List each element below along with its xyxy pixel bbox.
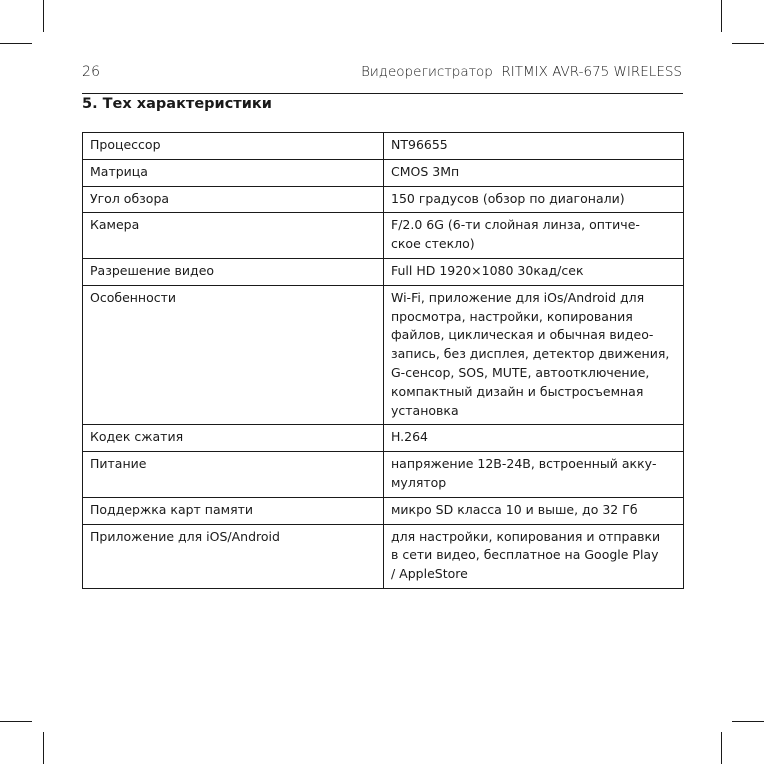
- specifications-table-body: [83, 133, 684, 589]
- crop-mark-top-left-horizontal: [0, 43, 32, 44]
- spec-row: [83, 285, 684, 425]
- spec-label: Кодек сжатия: [83, 425, 384, 452]
- spec-value: 150 градусов (обзор по диагонали): [384, 186, 684, 213]
- spec-label: Угол обзора: [83, 186, 384, 213]
- spec-value: для настройки, копирования и отправки в сети видео, бесплатное на Google Play / AppleStore: [384, 524, 684, 588]
- running-title: Видеорегистратор RITMIX AVR-675 WIRELESS: [361, 64, 682, 80]
- crop-mark-bottom-right-vertical: [721, 732, 722, 764]
- spec-row: [83, 133, 684, 160]
- crop-mark-bottom-right-horizontal: [732, 721, 764, 722]
- spec-row: [83, 524, 684, 588]
- spec-row: [83, 497, 684, 524]
- spec-row: [83, 258, 684, 285]
- spec-value: Full HD 1920×1080 30кад/сек: [384, 258, 684, 285]
- spec-value: Wi-Fi, приложение для iOs/Android для просмотра, настройки, копирования файлов, циклическая и обычная видео- запись, без дисплея, детектор движения, G-сенсор, SOS, MUTE, автоотключение, компактный дизайн и быстросъемная установка: [384, 285, 684, 425]
- spec-value: H.264: [384, 425, 684, 452]
- crop-mark-top-left-vertical: [43, 0, 44, 32]
- page-number: 26: [82, 64, 101, 80]
- section-title: 5. Тех характеристики: [82, 96, 272, 112]
- specifications-table: [82, 132, 684, 589]
- spec-label: Разрешение видео: [83, 258, 384, 285]
- spec-label: Матрица: [83, 159, 384, 186]
- spec-label: Приложение для iOS/Android: [83, 524, 384, 588]
- spec-label: Процессор: [83, 133, 384, 160]
- crop-mark-bottom-left-horizontal: [0, 721, 32, 722]
- spec-row: [83, 425, 684, 452]
- crop-mark-top-right-horizontal: [732, 43, 764, 44]
- spec-value: микро SD класса 10 и выше, до 32 Гб: [384, 497, 684, 524]
- spec-value: F/2.0 6G (6-ти слойная линза, оптиче- ское стекло): [384, 213, 684, 259]
- spec-value: CMOS 3Мп: [384, 159, 684, 186]
- header-divider: [82, 93, 683, 94]
- spec-label: Особенности: [83, 285, 384, 425]
- spec-row: [83, 159, 684, 186]
- spec-row: [83, 213, 684, 259]
- spec-value: NT96655: [384, 133, 684, 160]
- spec-label: Поддержка карт памяти: [83, 497, 384, 524]
- spec-label: Камера: [83, 213, 384, 259]
- spec-row: [83, 186, 684, 213]
- crop-mark-top-right-vertical: [721, 0, 722, 32]
- spec-row: [83, 452, 684, 498]
- crop-mark-bottom-left-vertical: [43, 732, 44, 764]
- spec-label: Питание: [83, 452, 384, 498]
- spec-value: напряжение 12В-24В, встроенный акку- мулятор: [384, 452, 684, 498]
